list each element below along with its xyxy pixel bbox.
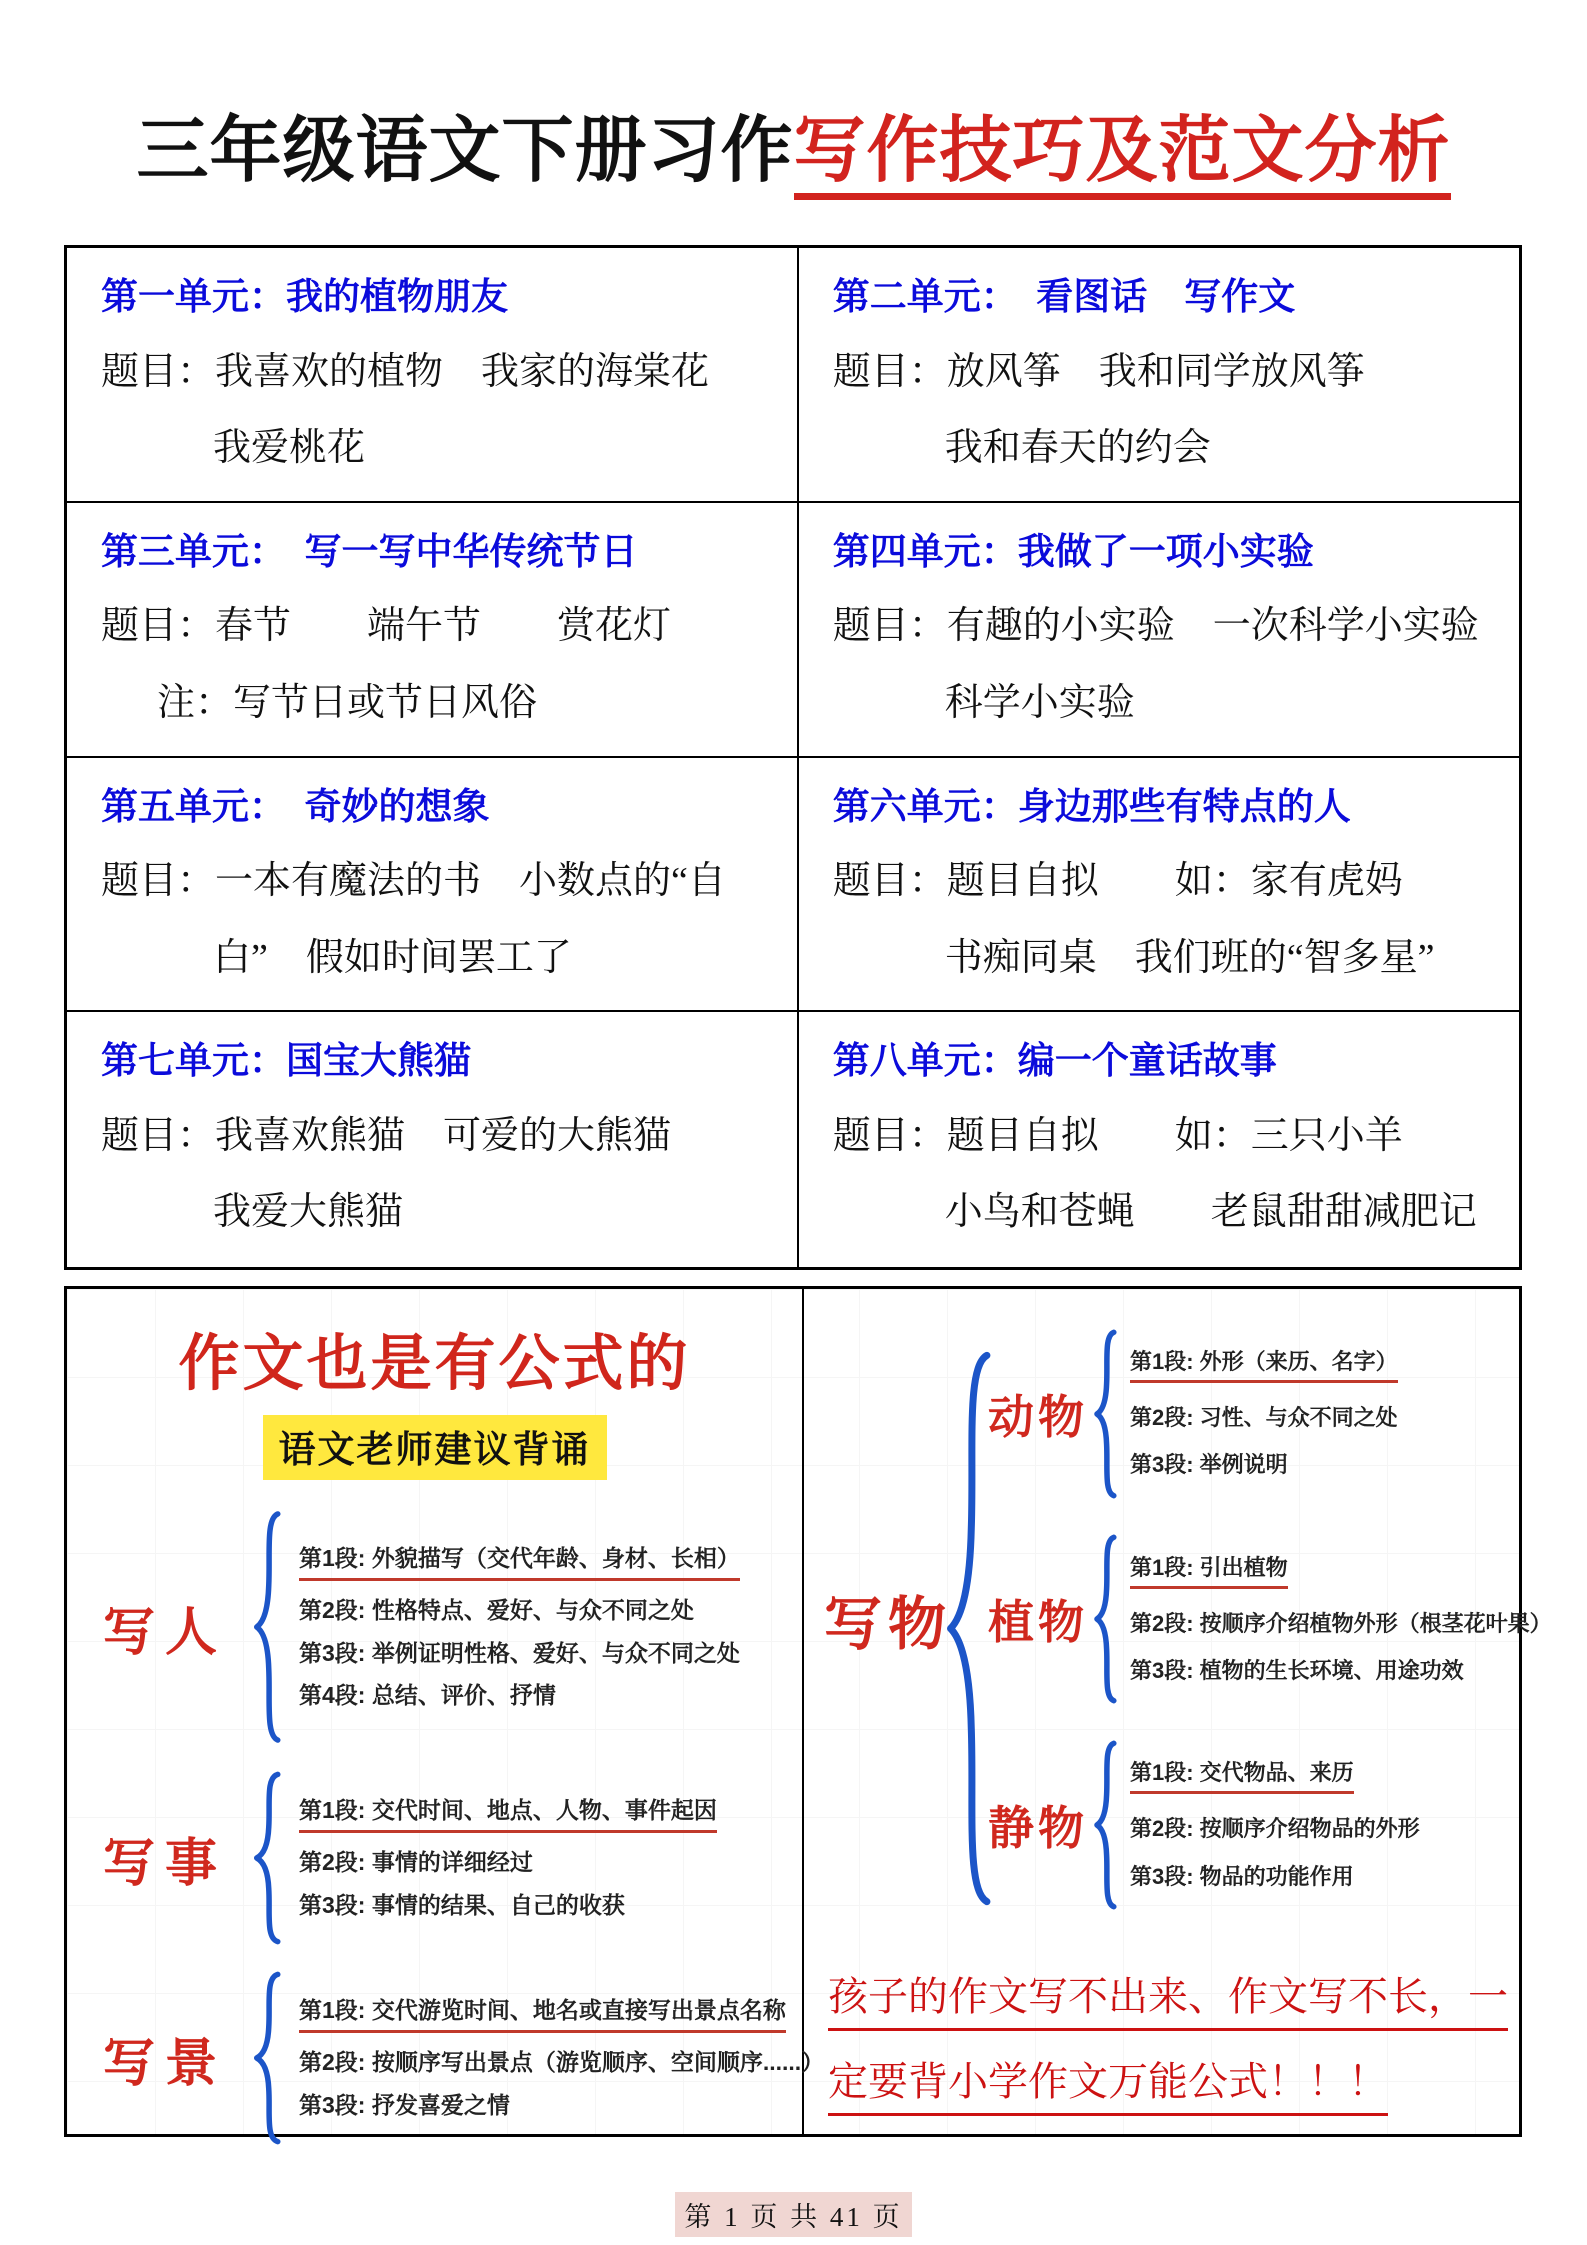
group-events-label: 写事 <box>103 1835 228 1893</box>
unit-4-header: 第四单元：我做了一项小实验 <box>832 530 1314 572</box>
unit-4-topics-line2: 科学小实验 <box>944 681 1135 724</box>
unit-1-topics-line2: 我爱桃花 <box>213 427 366 470</box>
formula-item: 第2段: 性格特点、爱好、与众不同之处 <box>299 1597 694 1624</box>
curly-brace-icon <box>1094 1533 1118 1705</box>
subgroup-still-objects-label: 静物 <box>988 1802 1088 1854</box>
formula-title: 作文也是有公式的 <box>178 1331 691 1398</box>
unit-cell-1 <box>67 248 799 503</box>
formula-group-scenery <box>103 1970 825 2146</box>
formula-item: 第3段: 举例证明性格、爱好、与众不同之处 <box>299 1639 740 1666</box>
unit-cell-5 <box>67 758 799 1013</box>
formula-item: 第1段: 交代物品、来历 <box>1130 1761 1354 1794</box>
curly-brace-icon <box>1094 1739 1118 1911</box>
formula-item: 第1段: 外貌描写（交代年龄、身材、长相） <box>299 1546 740 1581</box>
unit-5-header: 第五单元： 奇妙的想象 <box>101 785 490 827</box>
formula-group-events <box>103 1770 802 1946</box>
page-title-black: 三年级语文下册习作 <box>136 111 794 192</box>
group-events-items <box>299 1781 717 1935</box>
subgroup-animals-items <box>1130 1327 1398 1501</box>
unit-1-header: 第一单元：我的植物朋友 <box>101 276 508 317</box>
unit-2-header: 第二单元： 看图话 写作文 <box>832 276 1296 317</box>
formula-item: 第3段: 事情的结果、自己的收获 <box>299 1891 625 1918</box>
formula-item: 第4段: 总结、评价、抒情 <box>299 1681 556 1708</box>
page-footer <box>0 2192 1587 2237</box>
formula-item: 第2段: 事情的详细经过 <box>299 1849 533 1876</box>
unit-7-topics-line1: 题目：我喜欢熊猫 可爱的大熊猫 <box>101 1114 672 1157</box>
formula-group-people <box>103 1508 802 1746</box>
unit-7-header: 第七单元：国宝大熊猫 <box>101 1040 471 1082</box>
subgroup-still-objects <box>988 1738 1552 1912</box>
unit-6-topics-line1: 题目：题目自拟 如：家有虎妈 <box>832 860 1403 903</box>
formula-item: 第3段: 物品的功能作用 <box>1130 1863 1354 1889</box>
formula-panel <box>64 1286 1552 2137</box>
subgroup-still-objects-items <box>1130 1738 1420 1912</box>
group-people-items <box>299 1529 740 1725</box>
unit-7-topics-line2: 我爱大熊猫 <box>213 1191 404 1234</box>
group-scenery-label: 写景 <box>103 2035 228 2093</box>
curly-brace-icon <box>253 1970 283 2146</box>
unit-cell-3 <box>67 503 799 758</box>
curly-brace-icon <box>1094 1328 1118 1500</box>
formula-item: 第2段: 按顺序介绍物品的外形 <box>1130 1816 1420 1842</box>
unit-8-header: 第八单元：编一个童话故事 <box>832 1040 1277 1082</box>
unit-5-topics-line2: 白” 假如时间罢工了 <box>213 936 572 979</box>
group-objects-label: 写物 <box>824 1592 953 1657</box>
objects-subgroups <box>988 1327 1552 1944</box>
subgroup-plants-items <box>1130 1533 1552 1707</box>
unit-8-topics-line2: 小鸟和苍蝇 老鼠甜甜减肥记 <box>944 1191 1477 1234</box>
formula-panel-left <box>67 1289 825 2134</box>
unit-cell-7 <box>67 1012 799 1267</box>
page-title-red-underlined: 写作技巧及范文分析 <box>794 111 1451 200</box>
curly-brace-icon <box>253 1508 283 1746</box>
unit-1-topics-line1: 题目：我喜欢的植物 我家的海棠花 <box>101 350 710 393</box>
formula-item: 第3段: 抒发喜爱之情 <box>299 2091 510 2118</box>
formula-item: 第2段: 习性、与众不同之处 <box>1130 1405 1398 1431</box>
formula-item: 第2段: 按顺序写出景点（游览顺序、空间顺序......） <box>299 2049 825 2076</box>
formula-item: 第3段: 植物的生长环境、用途功效 <box>1130 1657 1464 1683</box>
subgroup-animals-label: 动物 <box>988 1391 1088 1443</box>
unit-2-topics-line1: 题目：放风筝 我和同学放风筝 <box>832 350 1365 393</box>
unit-6-header: 第六单元：身边那些有特点的人 <box>832 785 1351 827</box>
unit-cell-8 <box>799 1012 1519 1267</box>
unit-cell-4 <box>799 503 1519 758</box>
subgroup-animals <box>988 1327 1552 1501</box>
subgroup-plants-label: 植物 <box>988 1597 1088 1649</box>
formula-item: 第2段: 按顺序介绍植物外形（根茎花叶果） <box>1130 1610 1552 1636</box>
formula-panel-right <box>804 1289 1552 2134</box>
formula-item: 第3段: 举例说明 <box>1130 1452 1288 1478</box>
unit-2-topics-line2: 我和春天的约会 <box>944 427 1211 470</box>
formula-item: 第1段: 交代时间、地点、人物、事件起因 <box>299 1798 717 1833</box>
units-table <box>64 245 1522 1270</box>
unit-4-topics-line1: 题目：有趣的小实验 一次科学小实验 <box>832 605 1479 648</box>
page-title <box>0 92 1587 196</box>
warning-line-1: 孩子的作文写不出来、作文写不长，一 <box>828 1975 1508 2031</box>
page-number-badge: 第 1 页 共 41 页 <box>675 2192 911 2237</box>
unit-3-topics-line1: 题目：春节 端午节 赏花灯 <box>101 605 672 648</box>
group-scenery-items <box>299 1981 824 2135</box>
formula-item: 第1段: 引出植物 <box>1130 1556 1288 1589</box>
unit-cell-2 <box>799 248 1519 503</box>
formula-item: 第1段: 外形（来历、名字） <box>1130 1350 1398 1383</box>
formula-subtitle-row <box>67 1415 802 1480</box>
unit-6-topics-line2: 书痴同桌 我们班的“智多星” <box>944 936 1435 979</box>
unit-3-topics-line2: 注：写节日或节日风俗 <box>157 681 538 724</box>
unit-cell-6 <box>799 758 1519 1013</box>
warning-line-2: 定要背小学作文万能公式！！！ <box>828 2060 1388 2116</box>
unit-5-topics-line1: 题目：一本有魔法的书 小数点的“自 <box>101 860 726 903</box>
formula-item: 第1段: 交代游览时间、地名或直接写出景点名称 <box>299 1998 786 2033</box>
formula-subtitle-highlight: 语文老师建议背诵 <box>263 1415 607 1480</box>
curly-brace-icon <box>253 1770 283 1946</box>
unit-3-header: 第三单元： 写一写中华传统节日 <box>101 530 638 572</box>
warning-note <box>828 1975 1508 2145</box>
unit-8-topics-line1: 题目：题目自拟 如：三只小羊 <box>832 1114 1403 1157</box>
group-people-label: 写人 <box>103 1604 228 1662</box>
subgroup-plants <box>988 1533 1552 1707</box>
